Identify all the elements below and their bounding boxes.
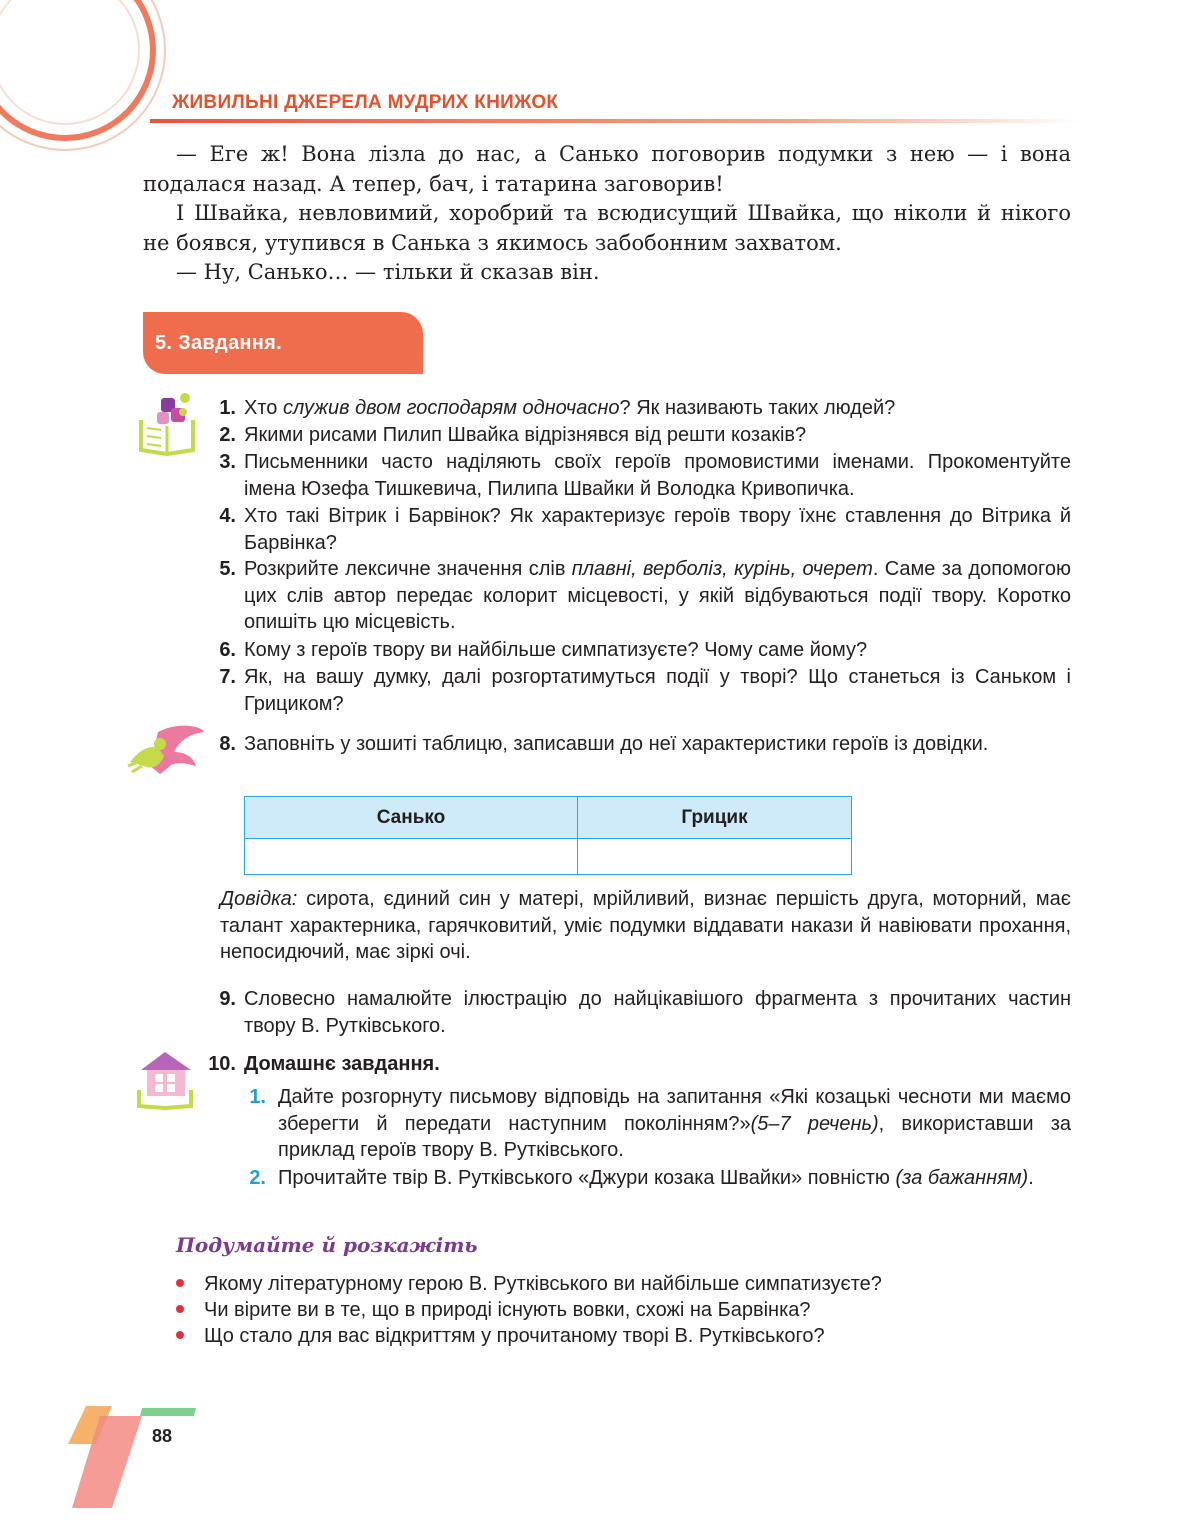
story-text: [143, 140, 1071, 288]
question-number: 1.: [219, 397, 236, 419]
question-2: [208, 422, 1071, 449]
story-paragraph: — Еге ж! Вона лізла до нас, а Санько поговорив подумки з нею — і вона подалася назад. А тепер, бач, і татарина заговорив!: [143, 142, 1071, 196]
footer-decoration: [60, 1402, 200, 1512]
think-item: [176, 1271, 882, 1297]
pegasus-icon: [124, 722, 206, 778]
question-text: Хто: [244, 397, 283, 419]
task-section-title: 5. Завдання.: [155, 332, 282, 354]
question-number: 9.: [219, 988, 236, 1010]
question-number: 3.: [219, 451, 236, 473]
question-text: Письменники часто наділяють своїх героїв промовистими іменами. Прокоментуйте імена Юзефа Тишкевича, Пилипа Швайки й Володка Кривопичка.: [244, 451, 1071, 500]
question-10: [208, 1051, 1071, 1078]
think-item-text: Якому літературному герою В. Рутківського ви найбільше симпатизуєте?: [204, 1273, 882, 1295]
think-item: [176, 1323, 825, 1349]
table-header-cell: Санько: [245, 797, 578, 839]
question-text: Словесно намалюйте ілюстрацію до найцікавішого фрагмента з прочитаних частин твору В. Рутківського.: [244, 988, 1071, 1037]
think-item-text: Чи вірите ви в те, що в природі існують вовки, схожі на Барвінка?: [204, 1299, 811, 1321]
homework-house-icon: [135, 1048, 197, 1110]
question-text: Домашнє завдання.: [244, 1053, 440, 1075]
page-number: 88: [152, 1426, 173, 1446]
question-3: [208, 449, 1071, 502]
homework-emphasis: (за бажанням): [895, 1167, 1029, 1189]
question-text: Якими рисами Пилип Швайка відрізнявся від решти козаків?: [244, 424, 807, 446]
question-6: [208, 637, 1071, 664]
story-paragraph: І Швайка, невловимий, хоробрий та всюдисущий Швайка, що ніколи й нікого не боявся, утупився в Санька з якимось забобонним захватом.: [143, 201, 1071, 255]
homework-text: Дайте розгорнуту письмову відповідь на запитання «Які козацькі чесноти ми маємо зберегти й передати наступним поколінням?»: [278, 1086, 1071, 1135]
table-cell: [578, 839, 852, 875]
table-header-cell: Грицик: [578, 797, 852, 839]
bullet-icon: [176, 1331, 184, 1339]
characters-table: [244, 796, 852, 875]
header-rule: [150, 119, 1080, 123]
book-questions-icon: [137, 392, 199, 456]
think-item-text: Що стало для вас відкриттям у прочитаному творі В. Рутківського?: [204, 1325, 825, 1347]
question-emphasis: плавні, верболіз, курінь, очерет: [571, 558, 873, 580]
story-paragraph: — Ну, Санько… — тільки й сказав він.: [176, 260, 600, 284]
think-section-title: Подумайте й розкажіть: [176, 1233, 478, 1257]
question-number: 4.: [219, 505, 236, 527]
homework-text: , використавши за приклад героїв твору В. Рутківського.: [278, 1112, 1071, 1161]
question-5: [208, 556, 1071, 636]
question-text: Заповніть у зошиті таблицю, записавши до неї характеристики героїв із довідки.: [244, 733, 989, 755]
hint-label: Довідка:: [220, 888, 298, 910]
homework-number: 2.: [249, 1167, 266, 1189]
question-1: [208, 395, 1071, 422]
homework-text: Прочитайте твір В. Рутківського «Джури козака Швайки» повністю: [278, 1167, 896, 1189]
homework-text: .: [1028, 1167, 1034, 1189]
question-number: 7.: [219, 666, 236, 688]
question-number: 8.: [219, 733, 236, 755]
homework-number: 1.: [249, 1086, 266, 1108]
question-text: ? Як називають таких людей?: [619, 397, 896, 419]
homework-item-2: [244, 1165, 1071, 1192]
homework-item-1: [244, 1084, 1071, 1164]
question-number: 2.: [219, 424, 236, 446]
question-text: Як, на вашу думку, далі розгортатимуться події у творі? Що станеться із Саньком і Грициком?: [244, 666, 1071, 715]
think-item: [176, 1297, 811, 1323]
bullet-icon: [176, 1279, 184, 1287]
question-9: [208, 986, 1071, 1039]
question-8: [208, 731, 1071, 758]
table-row: [245, 839, 852, 875]
question-number: 5.: [219, 558, 236, 580]
question-number: 6.: [219, 639, 236, 661]
bullet-icon: [176, 1305, 184, 1313]
homework-emphasis: (5–7 речень): [750, 1112, 879, 1135]
question-text: Кому з героїв твору ви найбільше симпатизуєте? Чому саме йому?: [244, 639, 868, 661]
header-title: ЖИВИЛЬНІ ДЖЕРЕЛА МУДРИХ КНИЖОК: [172, 92, 559, 113]
question-emphasis: служив двом господарям одночасно: [282, 397, 620, 419]
question-4: [208, 503, 1071, 556]
question-7: [208, 664, 1071, 717]
question-text: Хто такі Вітрик і Барвінок? Як характеризує героїв твору їхнє ставлення до Вітрика й Барвінка?: [244, 505, 1071, 554]
reference-hint: [220, 886, 1071, 966]
table-cell: [245, 839, 578, 875]
hint-text: сирота, єдиний син у матері, мрійливий, визнає першість друга, моторний, має талант характерника, гарячковитий, уміє подумки віддавати накази й навіювати прохання, непосидючий, має зіркі очі.: [220, 888, 1071, 963]
question-text: . Саме за допомогою цих слів автор передає колорит місцевості, у якій відбуваються події твору. Коротко опишіть цю місцевість.: [244, 558, 1071, 633]
task-section-header: [143, 312, 423, 374]
question-number: 10.: [208, 1053, 236, 1075]
question-text: Розкрийте лексичне значення слів: [244, 558, 572, 580]
